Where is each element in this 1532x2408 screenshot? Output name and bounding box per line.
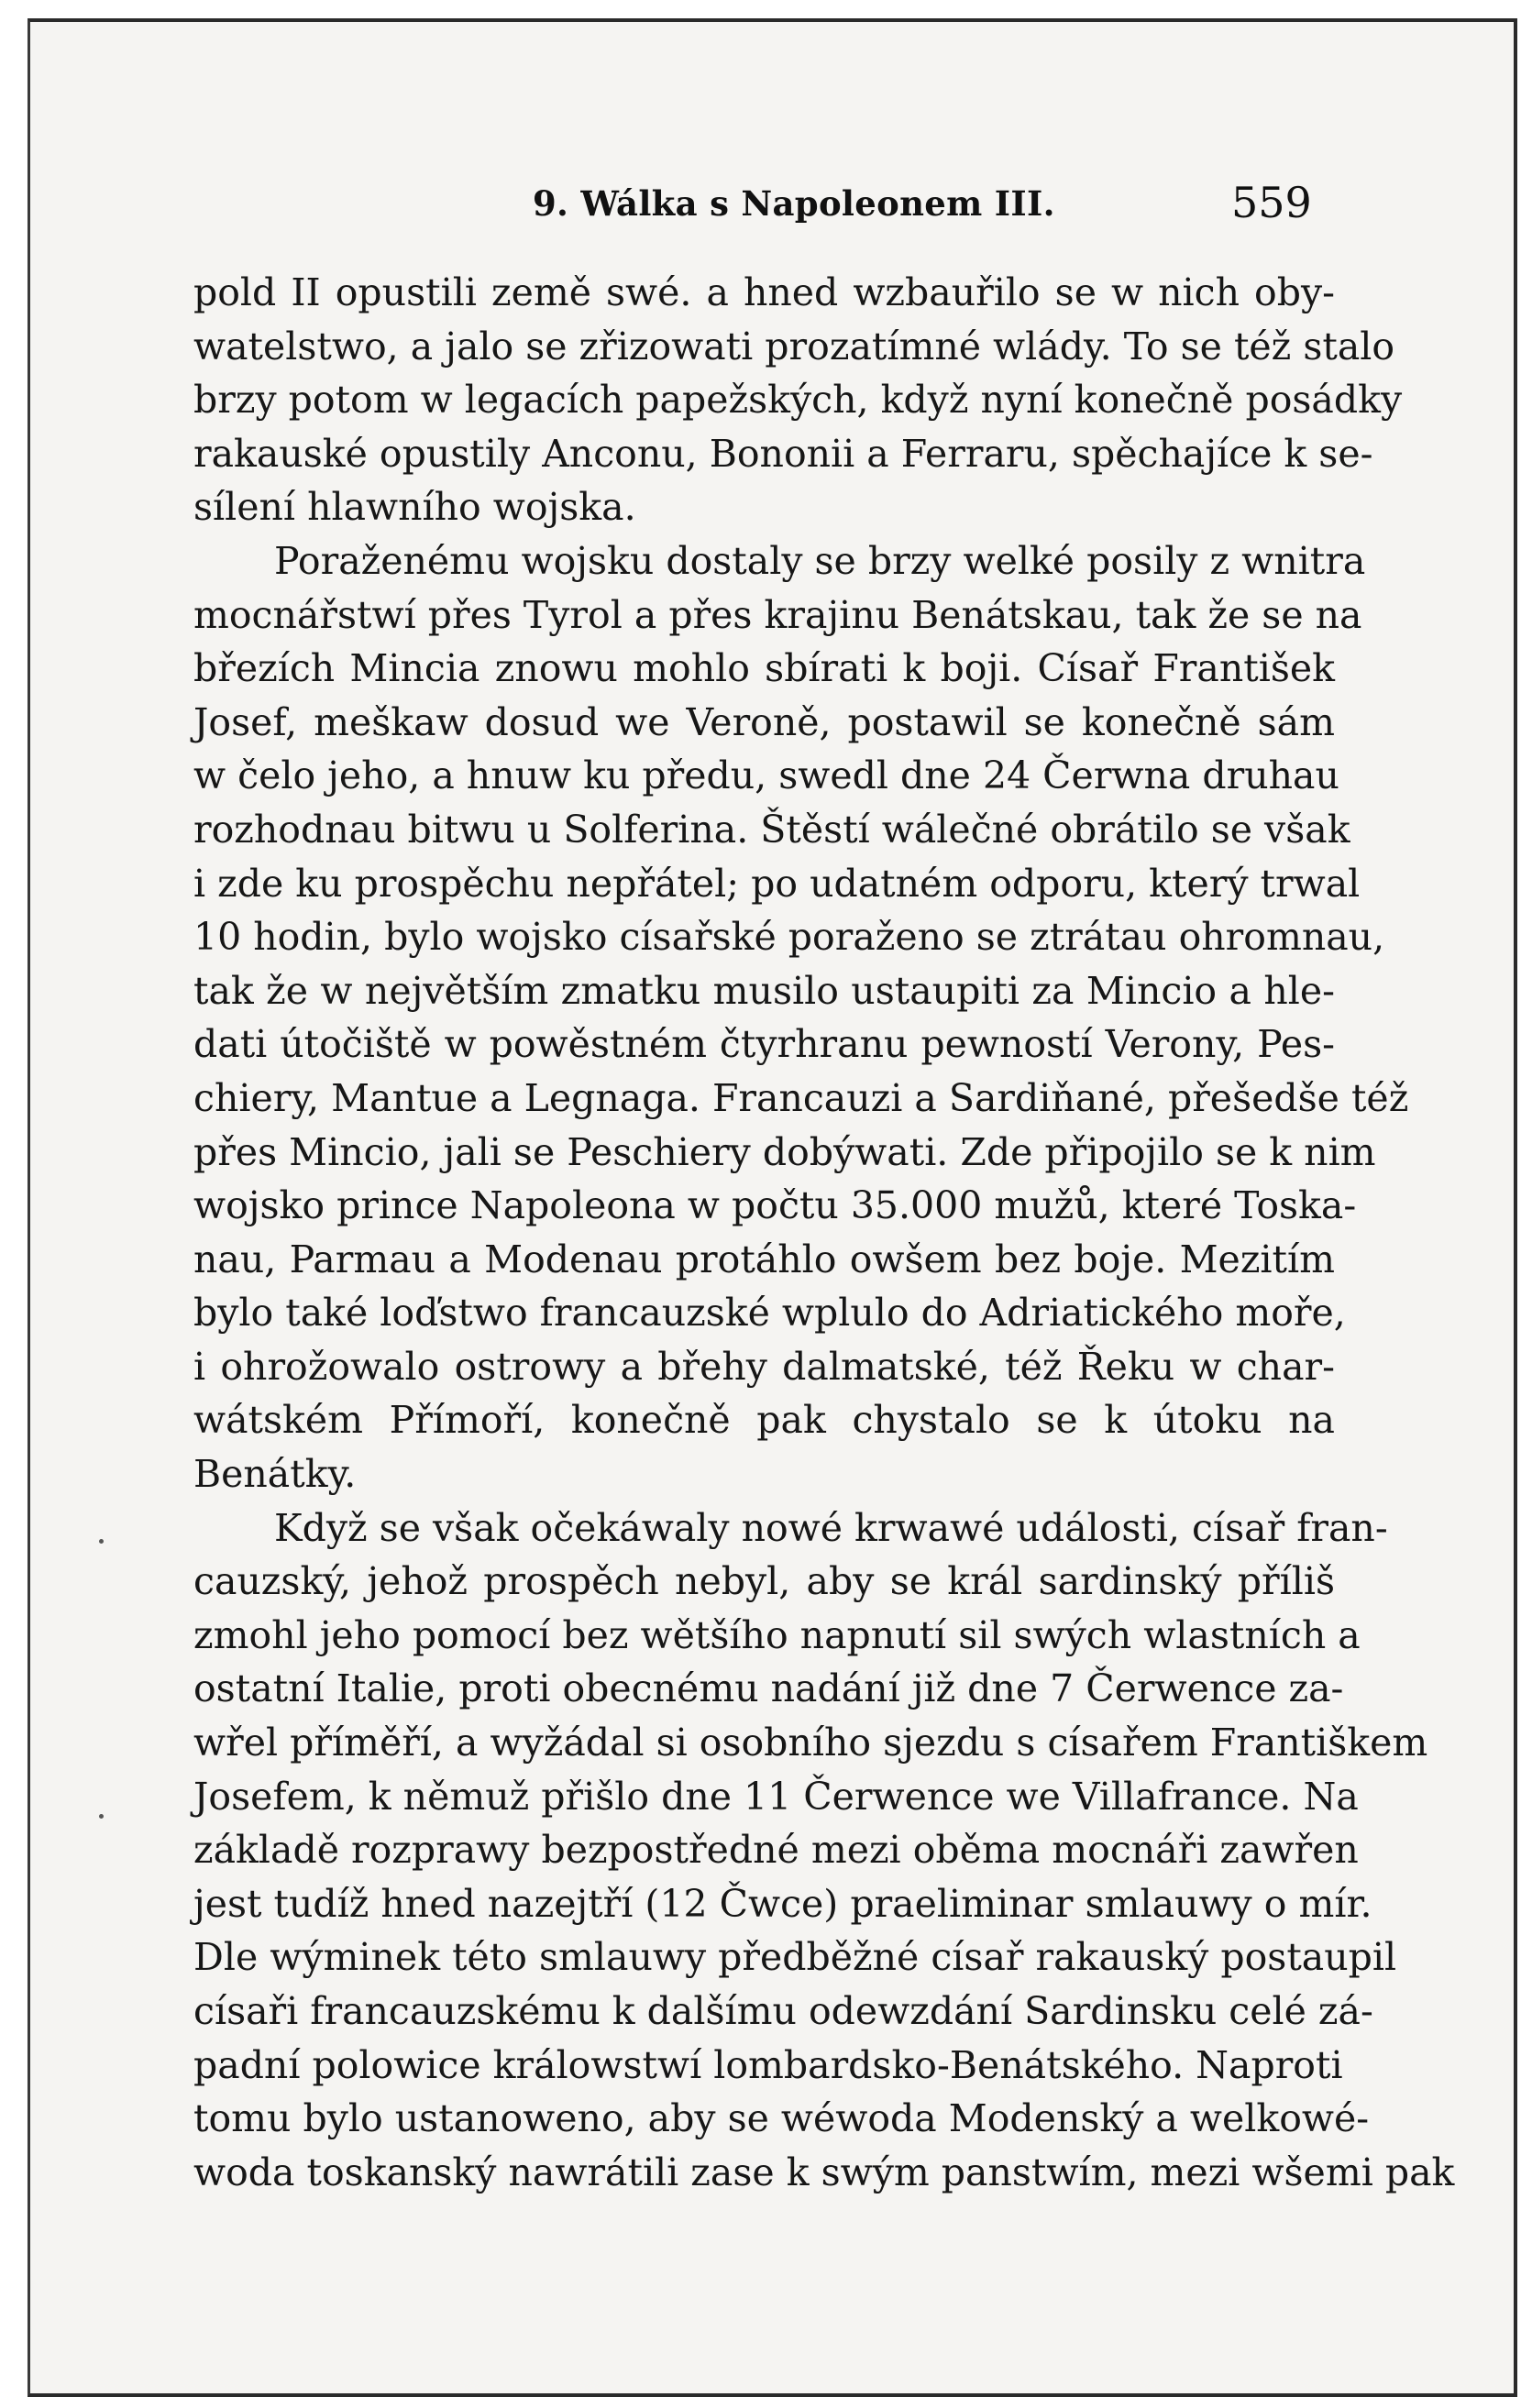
- page-number: 559: [1231, 178, 1312, 227]
- text-line: mocnářstwí přes Tyrol a přes krajinu Benátskau, tak že se na: [193, 592, 1362, 637]
- text-line: březích Mincia znowu mohlo sbírati k boji. Císař František: [193, 646, 1335, 691]
- text-line: dati útočiště w powěstném čtyrhranu pewností Verony, Pes-: [193, 1022, 1335, 1067]
- text-line: Když se však očekáwaly nowé krwawé události, císař fran-: [274, 1505, 1388, 1550]
- text-line: pold II opustili země swé. a hned wzbauřilo se w nich oby-: [193, 270, 1335, 314]
- text-line: jest tudíž hned nazejtří (12 Čwce) praeliminar smlauwy o mír.: [193, 1881, 1372, 1926]
- text-line: 10 hodin, bylo wojsko císařské poraženo se ztrátau ohromnau,: [193, 915, 1385, 960]
- text-line: Benátky.: [193, 1452, 357, 1497]
- text-line: i ohrožowalo ostrowy a břehy dalmatské, též Řeku w char-: [193, 1344, 1335, 1389]
- text-line: Dle wýminek této smlauwy předběžné císař rakauský postaupil: [193, 1935, 1397, 1980]
- text-line: ostatní Italie, proti obecnému nadání již dne 7 Čerwence za-: [193, 1666, 1344, 1711]
- text-line: watelstwo, a jalo se zřizowati prozatímné wlády. To se též stalo: [193, 324, 1395, 368]
- page-header: [30, 170, 1514, 225]
- text-line: w čelo jeho, a hnuw ku předu, swedl dne 24 Čerwna druhau: [193, 753, 1339, 798]
- text-line: základě rozprawy bezpostředné mezi oběma mocnáři zawřen: [193, 1828, 1359, 1873]
- text-line: přes Mincio, jali se Peschiery dobýwati. Zde připojilo se k nim: [193, 1129, 1376, 1174]
- paragraph: [193, 266, 1403, 534]
- text-line: Poraženému wojsku dostaly se brzy welké posily z wnitra: [274, 538, 1366, 583]
- body-text: [193, 266, 1455, 2199]
- text-line: woda toskanský nawrátili zase k swým panstwím, mezi wšemi pak: [193, 2150, 1455, 2194]
- text-line: tomu bylo ustanoweno, aby se wéwoda Modenský a welkowé-: [193, 2096, 1370, 2141]
- text-line: cauzský, jehož prospěch nebyl, aby se král sardinský příliš: [193, 1559, 1335, 1604]
- text-line: padní polowice králowstwí lombardsko-Benátského. Naproti: [193, 2042, 1343, 2087]
- text-line: zmohl jeho pomocí bez wětšího napnutí sil swých wlastních a: [193, 1612, 1361, 1657]
- print-speck: [99, 1814, 104, 1819]
- text-line: tak že w největším zmatku musilo ustaupiti za Mincio a hle-: [193, 968, 1335, 1013]
- text-line: nau, Parmau a Modenau protáhlo owšem bez boje. Mezitím: [193, 1237, 1335, 1281]
- text-line: chiery, Mantue a Legnaga. Francauzi a Sardiňané, přešedše též: [193, 1075, 1409, 1120]
- text-line: císaři francauzskému k dalšímu odewzdání Sardinsku celé zá-: [193, 1989, 1373, 2033]
- text-line: wojsko prince Napoleona w počtu 35.000 mužů, které Toska-: [193, 1183, 1357, 1228]
- book-page: [28, 18, 1517, 2397]
- text-line: Josef, meškaw dosud we Veroně, postawil se konečně sám: [193, 699, 1335, 744]
- paragraph: [193, 534, 1409, 1501]
- running-head: 9. Wálka s Napoleonem III.: [533, 183, 1055, 224]
- text-line: rakauské opustily Anconu, Bononii a Ferraru, spěchajíce k se-: [193, 431, 1373, 476]
- text-line: sílení hlawního wojska.: [193, 485, 636, 530]
- text-line: bylo také loďstwo francauzské wplulo do Adriatického moře,: [193, 1291, 1346, 1336]
- text-line: i zde ku prospěchu nepřátel; po udatném odporu, který trwal: [193, 861, 1361, 906]
- text-line: rozhodnau bitwu u Solferina. Štěstí wálečné obrátilo se však: [193, 807, 1350, 852]
- text-line: wátském Přímoří, konečně pak chystalo se k útoku na: [193, 1398, 1335, 1443]
- text-line: wřel příměří, a wyžádal si osobního sjezdu s císařem Františkem: [193, 1721, 1428, 1765]
- text-line: Josefem, k němuž přišlo dne 11 Čerwence we Villafrance. Na: [193, 1774, 1359, 1819]
- paragraph: [193, 1501, 1455, 2200]
- text-line: brzy potom w legacích papežských, když nyní konečně posádky: [193, 378, 1403, 423]
- print-speck: [99, 1539, 104, 1544]
